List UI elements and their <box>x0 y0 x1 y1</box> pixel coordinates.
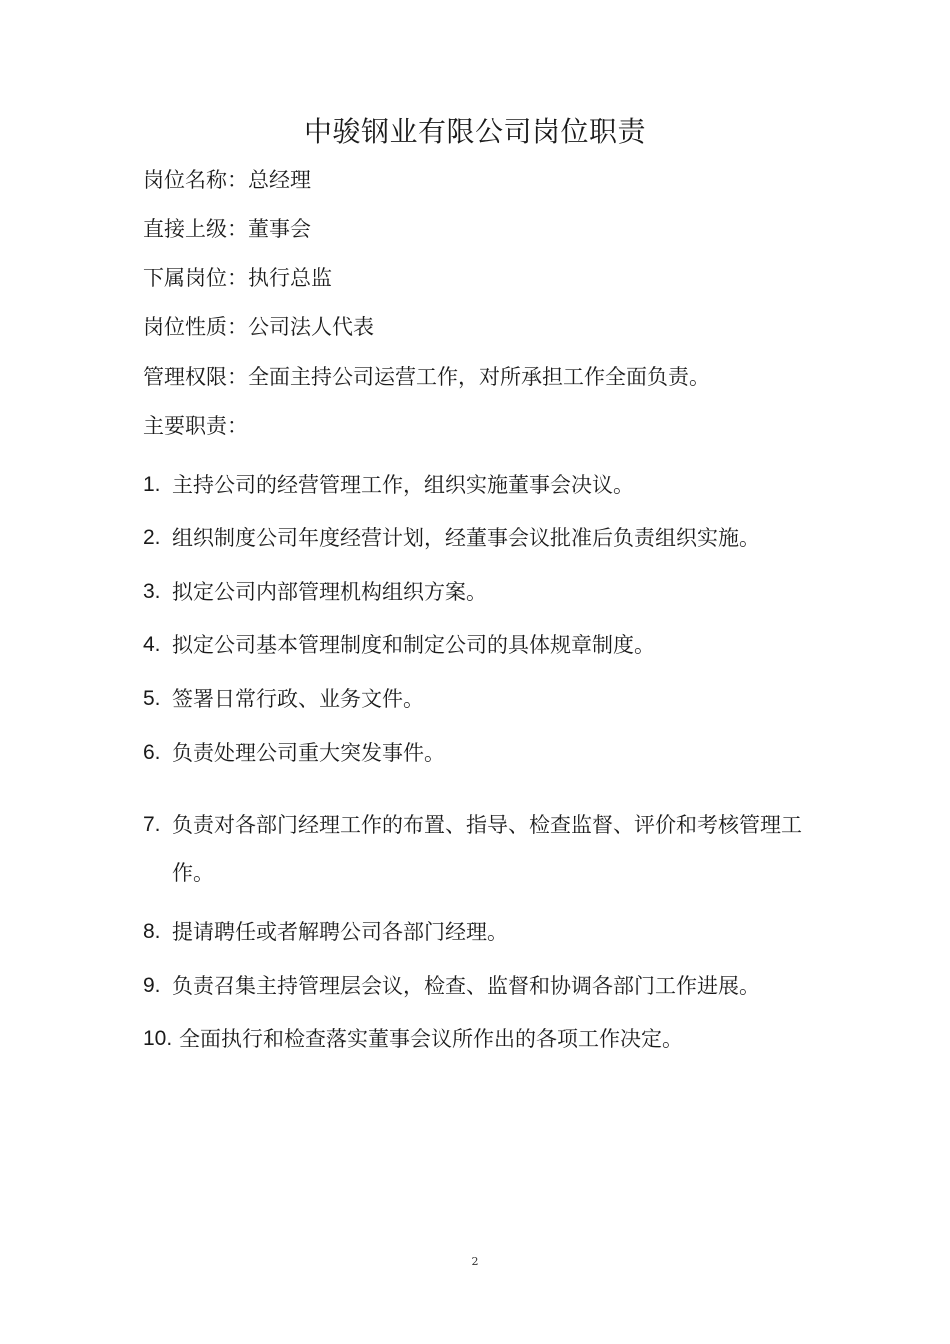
field-direct-superior <box>143 214 311 244</box>
field-position-nature <box>143 312 374 342</box>
duty-number: 10. <box>143 1027 173 1050</box>
document-title: 中骏钢业有限公司岗位职责 <box>303 115 646 148</box>
page-number: 2 <box>471 1255 479 1268</box>
duties-heading: 主要职责： <box>143 414 248 438</box>
field-value: 公司法人代表 <box>248 315 374 339</box>
duty-item <box>143 523 823 553</box>
field-label: 下属岗位： <box>143 266 248 290</box>
duty-item <box>143 810 803 897</box>
duty-text: 拟定公司内部管理机构组织方案。 <box>172 580 487 604</box>
duty-text: 组织制度公司年度经营计划，经董事会议批准后负责组织实施。 <box>172 526 760 550</box>
duty-item <box>143 738 823 768</box>
duty-item <box>143 1024 823 1054</box>
duty-number: 4. <box>143 633 161 656</box>
duty-item <box>143 630 823 660</box>
duty-item <box>143 577 823 607</box>
field-value: 总经理 <box>248 168 311 192</box>
duty-text: 负责召集主持管理层会议，检查、监督和协调各部门工作进展。 <box>172 974 760 998</box>
field-label: 管理权限： <box>143 365 248 389</box>
duty-number: 6. <box>143 741 161 764</box>
field-management-authority <box>143 362 710 392</box>
duty-text: 签署日常行政、业务文件。 <box>172 687 424 711</box>
duty-number: 1. <box>143 473 161 496</box>
duty-number: 5. <box>143 687 161 710</box>
field-label: 岗位性质： <box>143 315 248 339</box>
field-label: 直接上级： <box>143 217 248 241</box>
duty-number: 9. <box>143 974 161 997</box>
duty-text: 主持公司的经营管理工作，组织实施董事会决议。 <box>172 473 634 497</box>
field-position-name <box>143 165 311 195</box>
duty-text: 负责处理公司重大突发事件。 <box>172 741 445 765</box>
field-value: 全面主持公司运营工作，对所承担工作全面负责。 <box>248 365 710 389</box>
field-subordinate-positions <box>143 263 332 293</box>
duty-number: 3. <box>143 580 161 603</box>
duty-text: 提请聘任或者解聘公司各部门经理。 <box>172 920 508 944</box>
field-value: 执行总监 <box>248 266 332 290</box>
duty-text: 全面执行和检查落实董事会议所作出的各项工作决定。 <box>179 1027 683 1051</box>
duty-number: 7. <box>143 813 161 836</box>
duty-item <box>143 470 823 500</box>
duty-item <box>143 971 823 1001</box>
duty-text: 拟定公司基本管理制度和制定公司的具体规章制度。 <box>172 633 655 657</box>
duty-item <box>143 917 823 947</box>
field-label: 岗位名称： <box>143 168 248 192</box>
field-value: 董事会 <box>248 217 311 241</box>
duty-text: 负责对各部门经理工作的布置、指导、检查监督、评价和考核管理工作。 <box>172 813 802 885</box>
duty-number: 8. <box>143 920 161 943</box>
duty-number: 2. <box>143 526 161 549</box>
duty-item <box>143 684 823 714</box>
